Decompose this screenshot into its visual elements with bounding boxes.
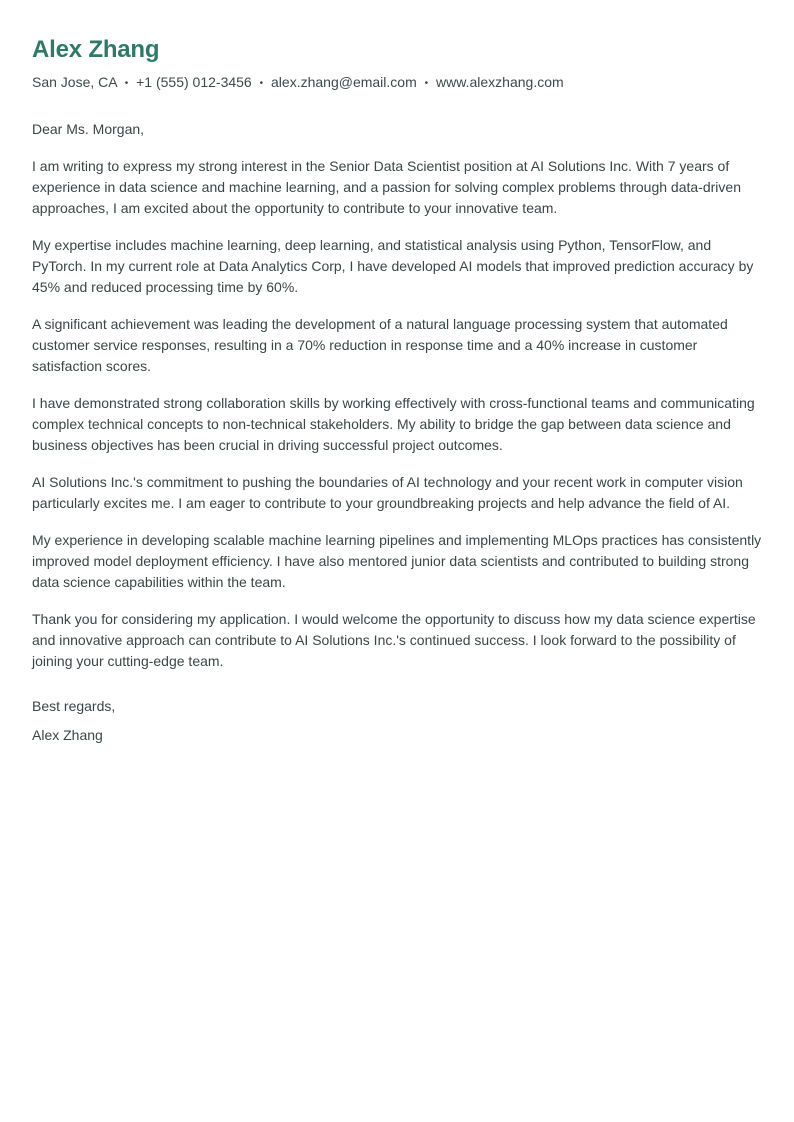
contact-website: www.alexzhang.com — [436, 74, 564, 90]
letter-closing — [32, 696, 767, 746]
letter-body — [32, 119, 767, 746]
signature-name: Alex Zhang — [32, 727, 103, 743]
closing-phrase: Best regards, — [32, 698, 116, 714]
body-paragraph-5: AI Solutions Inc.'s commitment to pushing the boundaries of AI technology and your recent work in computer vision particularly excites me. I am eager to contribute to your groundbreaking projects and help advance the field of AI. — [32, 474, 743, 511]
bullet-separator-icon: • — [424, 78, 429, 89]
body-paragraph-4: I have demonstrated strong collaboration skills by working effectively with cross-functional teams and communicating complex technical concepts to non-technical stakeholders. My ability to bridge the gap between data science and business objectives has been crucial in driving successful project outcomes. — [32, 395, 755, 453]
body-paragraph-7: Thank you for considering my application. I would welcome the opportunity to discuss how my data science expertise and innovative approach can contribute to AI Solutions Inc.'s continued success. I look forward to the possibility of joining your cutting-edge team. — [32, 611, 756, 669]
applicant-name: Alex Zhang — [32, 36, 160, 63]
contact-location: San Jose, CA — [32, 74, 117, 90]
contact-line — [32, 72, 767, 94]
contact-email: alex.zhang@email.com — [271, 74, 417, 90]
bullet-separator-icon: • — [124, 78, 129, 89]
letter-header — [32, 34, 767, 94]
salutation: Dear Ms. Morgan, — [32, 121, 145, 137]
cover-letter-page — [32, 34, 767, 754]
body-paragraph-1: I am writing to express my strong interest in the Senior Data Scientist position at AI Solutions Inc. With 7 years of experience in data science and machine learning, and a passion for solving complex problems through data-driven approaches, I am excited about the opportunity to contribute to your innovative team. — [32, 158, 741, 216]
contact-phone: +1 (555) 012-3456 — [136, 74, 252, 90]
body-paragraph-2: My expertise includes machine learning, deep learning, and statistical analysis using Python, TensorFlow, and PyTorch. In my current role at Data Analytics Corp, I have developed AI models that improved prediction accuracy by 45% and reduced processing time by 60%. — [32, 237, 754, 295]
bullet-separator-icon: • — [259, 78, 264, 89]
body-paragraph-6: My experience in developing scalable machine learning pipelines and implementing MLOps practices has consistently improved model deployment efficiency. I have also mentored junior data scientists and contributed to building strong data science capabilities within the team. — [32, 532, 762, 590]
body-paragraph-3: A significant achievement was leading the development of a natural language processing system that automated customer service responses, resulting in a 70% reduction in response time and a 40% increase in customer satisfaction scores. — [32, 316, 728, 374]
